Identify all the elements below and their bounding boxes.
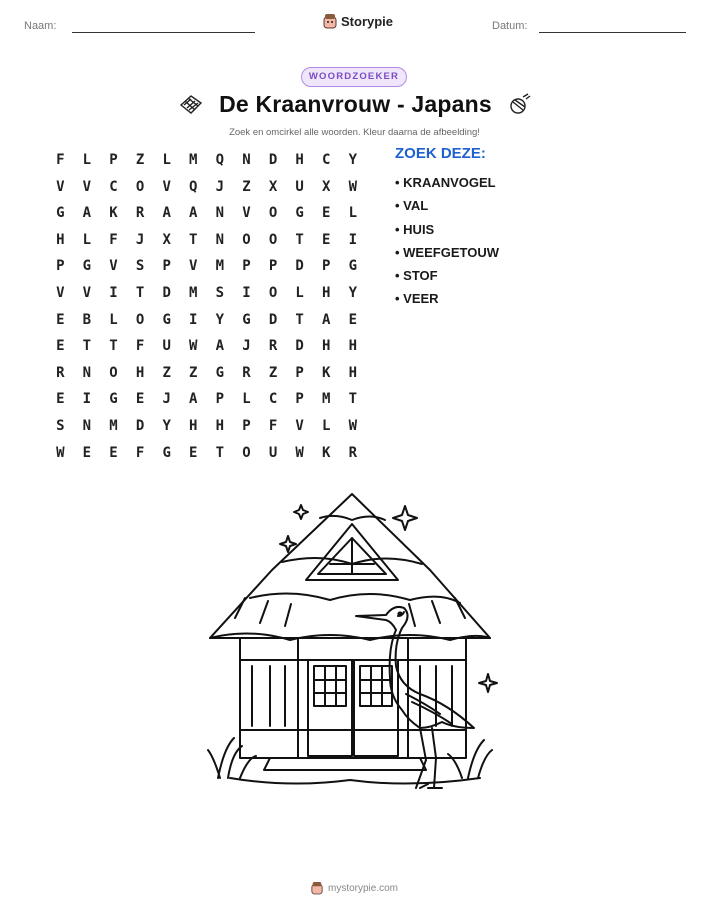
grid-cell[interactable]: G	[242, 311, 251, 328]
grid-cell[interactable]: N	[242, 152, 251, 168]
grid-cell[interactable]: W	[348, 178, 358, 195]
grid-cell[interactable]: V	[109, 258, 118, 275]
grid-cell[interactable]: A	[189, 391, 198, 408]
grid-cell[interactable]: E	[56, 311, 65, 328]
date-label: Datum:	[492, 20, 528, 32]
grid-cell[interactable]: O	[242, 444, 251, 461]
grid-cell[interactable]: L	[162, 152, 171, 168]
grid-cell[interactable]: P	[242, 417, 251, 434]
grid-cell[interactable]: E	[322, 205, 331, 222]
grid-cell[interactable]: A	[189, 205, 198, 222]
grid-cell[interactable]: V	[82, 178, 92, 195]
grid-cell[interactable]: T	[215, 444, 225, 461]
grid-cell[interactable]: O	[109, 364, 118, 381]
grid-cell[interactable]: M	[322, 391, 331, 408]
grid-cell[interactable]: P	[322, 258, 331, 275]
grid-cell[interactable]: C	[322, 152, 331, 168]
grid-cell[interactable]: W	[295, 444, 304, 461]
grid-cell[interactable]: S	[56, 417, 65, 434]
grid-cell[interactable]: N	[215, 205, 225, 222]
grid-cell[interactable]: P	[109, 152, 118, 168]
grid-cell[interactable]: Q	[189, 178, 198, 195]
grid-cell[interactable]: I	[109, 284, 118, 301]
grid-cell[interactable]: T	[295, 231, 304, 248]
brand-logo	[323, 13, 393, 29]
grid-cell[interactable]: M	[189, 152, 198, 168]
grid-row	[47, 360, 366, 387]
category-badge: WOORDZOEKER	[301, 67, 407, 87]
grid-cell[interactable]: L	[82, 152, 92, 168]
grid-cell[interactable]: U	[162, 338, 171, 355]
grid-cell[interactable]: T	[189, 231, 198, 248]
name-label: Naam:	[24, 20, 57, 32]
grid-row	[47, 413, 366, 440]
grid-cell[interactable]: L	[242, 391, 251, 408]
grid-cell[interactable]: X	[162, 231, 171, 248]
grid-row	[47, 307, 366, 334]
grid-cell[interactable]: V	[242, 205, 251, 222]
grid-cell[interactable]: F	[109, 231, 118, 248]
grid-cell[interactable]: G	[109, 391, 118, 408]
grid-cell[interactable]: D	[135, 417, 145, 434]
grid-cell[interactable]: Y	[215, 311, 225, 328]
grid-cell[interactable]: M	[189, 284, 198, 301]
grid-row	[47, 147, 366, 174]
grid-row	[47, 333, 366, 360]
grid-cell[interactable]: S	[215, 284, 225, 301]
grid-cell[interactable]: C	[109, 178, 118, 195]
grid-cell[interactable]: I	[242, 284, 251, 301]
grid-cell[interactable]: V	[56, 284, 65, 301]
grid-cell[interactable]: J	[215, 178, 225, 195]
grid-cell[interactable]: K	[109, 205, 118, 222]
grid-cell[interactable]: D	[295, 258, 304, 275]
word-item: • HUIS	[395, 221, 435, 237]
grid-cell[interactable]: U	[295, 178, 304, 195]
grid-cell[interactable]: F	[268, 417, 278, 434]
grid-cell[interactable]: H	[56, 231, 65, 248]
grid-cell[interactable]: A	[82, 205, 92, 222]
grid-cell[interactable]: V	[162, 178, 171, 195]
grid-cell[interactable]: R	[56, 364, 65, 381]
grid-row	[47, 253, 366, 280]
storypie-mascot-icon	[311, 881, 323, 895]
grid-cell[interactable]: N	[215, 231, 225, 248]
grid-cell[interactable]: F	[135, 338, 145, 355]
grid-cell[interactable]: M	[215, 258, 225, 275]
grid-cell[interactable]: A	[162, 205, 171, 222]
sparkle-icon	[294, 505, 308, 519]
grid-cell[interactable]: L	[322, 417, 331, 434]
grid-cell[interactable]: G	[162, 311, 171, 328]
grid-cell[interactable]: Y	[348, 284, 358, 301]
grid-cell[interactable]: D	[268, 311, 278, 328]
grid-row	[47, 200, 366, 227]
grid-cell[interactable]: H	[348, 364, 358, 381]
grid-cell[interactable]: X	[322, 178, 331, 195]
grid-cell[interactable]: C	[268, 391, 278, 408]
grid-cell[interactable]: Z	[189, 364, 198, 381]
grid-cell[interactable]: L	[295, 284, 304, 301]
grid-cell[interactable]: K	[322, 364, 331, 381]
grid-cell[interactable]: I	[82, 391, 92, 408]
grid-cell[interactable]: E	[189, 444, 198, 461]
brand-name: Storypie	[341, 13, 394, 29]
grid-cell[interactable]: R	[242, 364, 251, 381]
grid-cell[interactable]: H	[135, 364, 145, 381]
grid-cell[interactable]: E	[109, 444, 118, 461]
grid-cell[interactable]: D	[162, 284, 171, 301]
grid-cell[interactable]: T	[82, 338, 92, 355]
grid-cell[interactable]: P	[56, 258, 65, 275]
grid-cell[interactable]: E	[135, 391, 145, 408]
coloring-illustration	[190, 488, 520, 808]
grid-cell[interactable]: H	[322, 338, 331, 355]
letter-grid	[47, 147, 366, 466]
grid-cell[interactable]: E	[82, 444, 92, 461]
grid-cell[interactable]: L	[109, 311, 118, 328]
grid-cell[interactable]: E	[56, 391, 65, 408]
storypie-mascot-icon	[323, 13, 337, 29]
word-list	[395, 145, 499, 311]
word-item: • VEER	[395, 291, 439, 307]
grid-cell[interactable]: O	[268, 231, 278, 248]
grid-row	[47, 440, 366, 467]
grid-cell[interactable]: Y	[348, 152, 358, 168]
date-field[interactable]	[539, 32, 686, 33]
grid-cell[interactable]: F	[56, 152, 65, 168]
grid-cell[interactable]: Z	[162, 364, 171, 381]
grid-cell[interactable]: T	[348, 391, 358, 408]
name-field[interactable]	[72, 32, 255, 33]
page-title: De Kraanvrouw - Japans	[219, 91, 492, 117]
word-list-title: ZOEK DEZE:	[395, 145, 486, 162]
thatched-roof	[210, 494, 490, 638]
grid-cell[interactable]: Q	[215, 152, 225, 168]
grid-cell[interactable]: G	[348, 258, 358, 275]
grid-cell[interactable]: O	[242, 231, 251, 248]
grid-cell[interactable]: L	[348, 205, 358, 222]
grid-cell[interactable]: G	[215, 364, 225, 381]
grid-cell[interactable]: N	[82, 417, 92, 434]
instructions: Zoek en omcirkel alle woorden. Kleur daarna de afbeelding!	[229, 127, 480, 138]
grid-cell[interactable]: D	[295, 338, 304, 355]
grid-cell[interactable]: Z	[135, 152, 145, 168]
grid-cell[interactable]: J	[162, 391, 171, 408]
word-item: • WEEFGETOUW	[395, 244, 499, 260]
grid-cell[interactable]: H	[189, 417, 198, 434]
grid-cell[interactable]: V	[56, 178, 65, 195]
grid-cell[interactable]: J	[242, 338, 251, 355]
grid-cell[interactable]: Y	[162, 417, 171, 434]
grid-cell[interactable]: I	[189, 311, 198, 328]
sparkle-icon	[479, 674, 497, 692]
grid-cell[interactable]: O	[135, 311, 145, 328]
grid-cell[interactable]: O	[268, 205, 278, 222]
grid-cell[interactable]: O	[135, 178, 145, 195]
sparkle-icon	[393, 506, 417, 530]
fabric-bolt-icon	[177, 93, 205, 117]
title-row	[0, 91, 709, 118]
grid-cell[interactable]: H	[215, 417, 225, 434]
grid-cell[interactable]: W	[348, 417, 358, 434]
grid-cell[interactable]: T	[295, 311, 304, 328]
footer-url[interactable]: mystorypie.com	[327, 882, 398, 894]
grid-cell[interactable]: V	[82, 284, 92, 301]
grid-cell[interactable]: V	[189, 258, 198, 275]
grid-cell[interactable]: P	[242, 258, 251, 275]
grid-cell[interactable]: P	[295, 391, 304, 408]
yarn-loom-icon	[506, 92, 532, 118]
grid-cell[interactable]: E	[322, 231, 331, 248]
grid-cell[interactable]: Z	[268, 364, 278, 381]
grid-cell[interactable]: W	[56, 444, 65, 461]
grid-cell[interactable]: G	[82, 258, 92, 275]
grid-cell[interactable]: O	[268, 284, 278, 301]
grid-cell[interactable]: M	[109, 417, 118, 434]
grid-cell[interactable]: E	[56, 338, 65, 355]
grid-cell[interactable]: E	[348, 311, 358, 328]
grid-cell[interactable]: P	[295, 364, 304, 381]
grid-cell[interactable]: P	[162, 258, 171, 275]
grid-cell[interactable]: U	[268, 444, 278, 461]
word-item: • KRAANVOGEL	[395, 175, 496, 190]
grid-cell[interactable]: G	[56, 205, 65, 222]
grid-cell[interactable]: P	[268, 258, 278, 275]
grid-cell[interactable]: A	[215, 338, 225, 355]
grid-cell[interactable]: A	[322, 311, 331, 328]
grid-cell[interactable]: H	[295, 152, 304, 168]
footer	[0, 881, 709, 895]
grid-cell[interactable]: Z	[242, 178, 251, 195]
grid-cell[interactable]: T	[135, 284, 145, 301]
grid-cell[interactable]: D	[268, 152, 278, 168]
word-item: • VAL	[395, 198, 429, 214]
grid-cell[interactable]: X	[268, 178, 278, 195]
grid-cell[interactable]: H	[348, 338, 358, 355]
grid-cell[interactable]: W	[189, 338, 198, 355]
grid-cell[interactable]: R	[268, 338, 278, 355]
grid-row	[47, 280, 366, 307]
grid-row	[47, 174, 366, 201]
grid-cell[interactable]: H	[322, 284, 331, 301]
grid-cell[interactable]: J	[135, 231, 145, 248]
grid-cell[interactable]: L	[82, 231, 92, 248]
grid-cell[interactable]: G	[162, 444, 171, 461]
grid-row	[47, 227, 366, 254]
grid-cell[interactable]: V	[295, 417, 304, 434]
grid-cell[interactable]: R	[135, 205, 145, 222]
grid-row	[47, 386, 366, 413]
grid-cell[interactable]: F	[135, 444, 145, 461]
grid-cell[interactable]: S	[135, 258, 145, 275]
grid-cell[interactable]: G	[295, 205, 304, 222]
grid-cell[interactable]: B	[82, 311, 92, 328]
grid-cell[interactable]: T	[109, 338, 118, 355]
grid-cell[interactable]: R	[348, 444, 358, 461]
grid-cell[interactable]: P	[215, 391, 225, 408]
grid-cell[interactable]: I	[348, 231, 358, 248]
grid-cell[interactable]: N	[82, 364, 92, 381]
word-item: • STOF	[395, 268, 438, 284]
grid-cell[interactable]: K	[322, 444, 331, 461]
